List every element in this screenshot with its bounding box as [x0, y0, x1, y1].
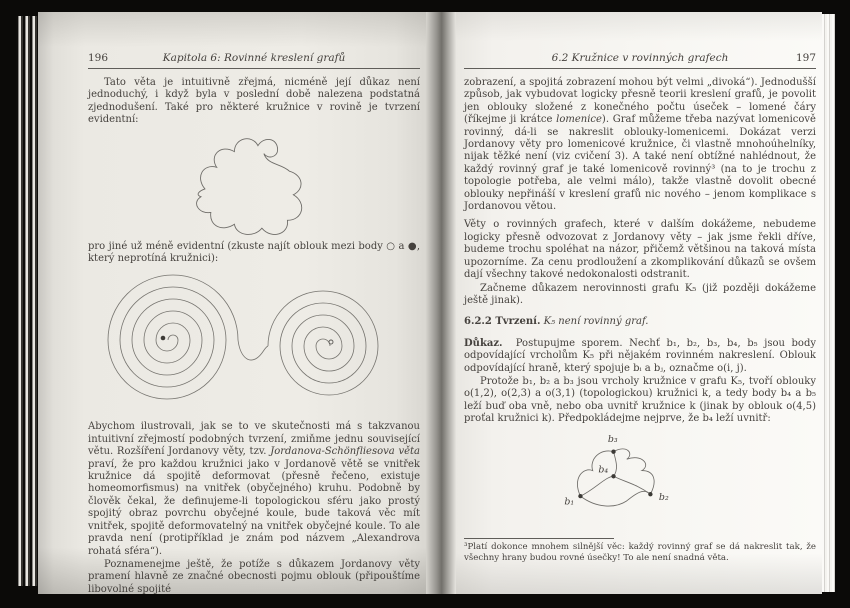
theorem-label: 6.2.2 Tvrzení.	[464, 316, 541, 328]
vertex-b1	[578, 494, 582, 498]
jordan-schoenflies-term: Jordanova-Schönfliesova věta	[270, 446, 420, 458]
vertex-b4	[611, 474, 615, 478]
book-gutter-shadow	[426, 12, 456, 594]
edge-b4-b3	[614, 451, 617, 476]
edge-b1-b2	[580, 491, 650, 506]
label-b3: b₃	[607, 433, 618, 445]
paragraph-points: pro jiné už méně evidentní (zkuste najít oblouk mezi body ○ a ●, který neprotíná kružnici):	[88, 240, 420, 265]
right-page	[456, 12, 822, 594]
figure-k5-drawing	[530, 429, 750, 533]
label-b4: b₄	[598, 464, 609, 476]
right-running-header	[464, 52, 816, 69]
left-running-header	[88, 52, 420, 69]
paragraph-intro: Tato věta je intuitivně zřejmá, nicméně její důkaz není jednoduchý, i když byla v poslední době nalezena podstatná zjednodušení. Také pro některé kružnice v rovině je tvrzení evidentní:	[88, 77, 420, 126]
page-stack-edge-left	[16, 16, 38, 586]
paragraph-jordan: Abychom ilustrovali, jak se to ve skutečnosti má s takzvanou intuitivní zřejmostí podobných tvrzení, zmiňme jednu související větu. Rozšíření Jordanovy věty, tzv. Jordanova-Schönfliesova věta praví, že pro každou kružnici jako v Jordanově větě se vnitřek kružnice dá spojitě deformovat (přesně řečeno, existuje homeomorfismus) na vnitřek (obyčejného) kruhu. Podobně by člověk čekal, že definujeme-li topologickou sféru jako prostý spojitý obraz povrchu obyčejné koule, bude taková věc mít vnitřek, spojitě deformovatelný na vnitřek obyčejné koule. To ale pravda není (protipříklad je znám pod názvem „Alexandrova rohatá sféra“).	[88, 421, 420, 557]
filled-point	[161, 336, 166, 341]
label-b2: b₂	[658, 491, 669, 503]
theorem-statement: K₅ není rovinný graf.	[543, 316, 649, 328]
proof-label: Důkaz.	[464, 337, 503, 349]
paragraph-note: Poznamenejme ještě, že potíže s důkazem Jordanovy věty pramení hlavně ze značné obecnosti pojmu oblouk (připouštíme libovolné spojité	[88, 558, 420, 595]
label-b1: b₁	[564, 496, 575, 508]
right-spiral-path	[268, 291, 378, 395]
page-stack-edge-right	[822, 14, 835, 592]
figure-wild-closed-curve	[146, 130, 366, 238]
paragraph-vety: Věty o rovinných grafech, které v dalším dokážeme, nebudeme logicky přesně odvozovat z Jordanovy věty – jak jsme řekli dříve, budeme trochu spoléhat na názor, přičemž většinou na taková místa upozorníme. Za cenu prodloužení a zkomplikování důkazů se ovšem dají všechny takové nedokonalosti odstranit.	[464, 219, 816, 281]
left-spiral-path	[108, 275, 238, 399]
right-section-title: 6.2 Kružnice v rovinných grafech	[551, 52, 729, 64]
lomenice-term: lomenice	[556, 114, 602, 126]
edge-b4-b1	[580, 476, 613, 496]
left-chapter-title: Kapitola 6: Rovinné kreslení grafů	[162, 52, 346, 64]
left-page-number: 196	[88, 52, 109, 64]
edge-b3-b2	[614, 448, 655, 493]
proof-paragraph-2: Protože b₁, b₂ a b₃ jsou vrcholy kružnice v grafu K₅, tvoří oblouky o(1,2), o(2,3) a o(3,1) (topologickou) kružnici k, a tedy body b₄ a b₅ leží buď oba vně, nebo oba uvnitř kružnice k (jinak by oblouk o(4,5) proťal kružnici k). Předpokládejme nejprve, že b₄ leží uvnitř:	[464, 375, 816, 425]
proof-paragraph-1: Důkaz. Postupujme sporem. Nechť b₁, b₂, b₃, b₄, b₅ jsou body odpovídající vrcholům K₅ při nějakém rovinném nakreslení. Oblouk odpovídající hraně, který spojuje bᵢ a bⱼ, označme o(i, j).	[464, 337, 817, 374]
vertex-b2	[648, 492, 652, 496]
vertex-b3	[611, 449, 615, 453]
left-page	[38, 12, 426, 594]
wild-curve-path	[197, 138, 302, 234]
theorem-6-2-2	[464, 316, 816, 328]
paragraph-zacneme: Začneme důkazem nerovinnosti grafu K₅ (již později dokážeme ještě jinak).	[464, 282, 816, 306]
open-point	[329, 340, 333, 344]
figure-double-spiral	[90, 268, 420, 418]
footnote-text: ³Platí dokonce mnohem silnější věc: každý rovinný graf se dá nakreslit tak, že všechny hrany budou rovné úsečky! To ale není snadná věta.	[464, 541, 816, 563]
spiral-connector-path	[238, 340, 268, 360]
right-page-number: 197	[795, 52, 816, 64]
footnote-rule	[464, 538, 614, 539]
paragraph-continuation: zobrazení, a spojitá zobrazení mohou být velmi „divoká“). Jednodušší způsob, jak vybudovat logicky přesně teorii kreslení grafů, je povolit jen oblouky složené z konečného počtu úseček – lomené čáry (říkejme ji krátce lomenice). Graf můžeme třeba nazývat lomenicově rovinný, dá-li se nakreslit oblouky-lomenicemi. Dokázat verzi Jordanovy věty pro lomenicové kružnice, či vlastně mnohoúhelníky, nijak těžké není (viz cvičení 3). A také není obtížné nahlédnout, že každý rovinný graf je také lomenicově rovinný³ (na to je trochu z topologie potřeba, ale velmi málo), takže vlastně dovolit obecné oblouky nepřináší v kreslení grafů nic nového – jenom komplikace s Jordanovou větou.	[464, 77, 816, 213]
